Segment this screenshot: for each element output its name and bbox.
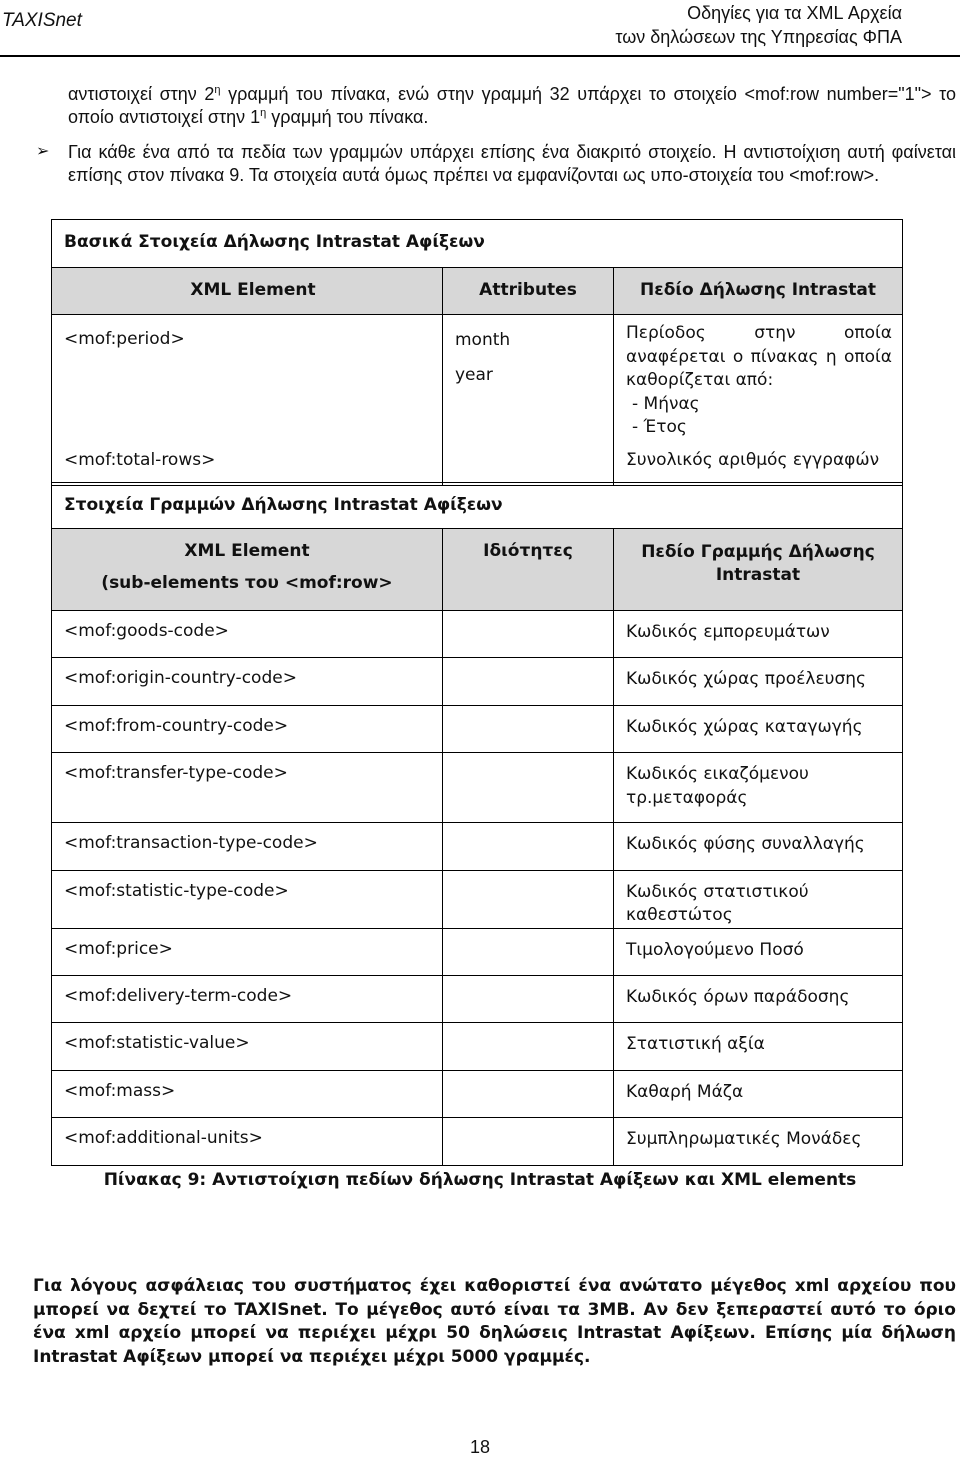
table1-title: Βασικά Στοιχεία Δήλωσης Intrastat Αφίξεων xyxy=(52,220,903,268)
row-element: <mof:transfer-type-code> xyxy=(52,753,443,823)
row-properties xyxy=(443,975,614,1022)
bullet-paragraph: Για κάθε ένα από τα πεδία των γραμμών υπάρχει επίσης ένα διακριτό στοιχείο. Η αντιστοίχιση αυτή φαίνεται επίσης στον πίνακα 9. Τα στοιχεία αυτά όμως πρέπει να εμφανίζονται ως υπο-στοιχεία του <mof:row>. xyxy=(68,142,956,185)
closing-paragraph: Για λόγους ασφάλειας του συστήματος έχει καθοριστεί ένα ανώτατο μέγεθος xml αρχείου που μπορεί να δεχτεί το TAXISnet. Το μέγεθος αυτό είναι τα 3MB. Αν δεν ξεπεραστεί αυτό το όριο ένα xml αρχείο μπορεί να περιέχει μέχρι 50 δηλώσεις Intrastat Αφίξεων. Επίσης μία δήλωση Intrastat Αφίξεων μπορεί να περιέχει μέχρι 5000 γραμμές. xyxy=(33,1276,956,1367)
header-brand: TAXISnet xyxy=(2,10,82,31)
row-properties xyxy=(443,611,614,658)
table2-header-element xyxy=(52,529,443,611)
table1-header-field: Πεδίο Δήλωσης Intrastat xyxy=(614,268,903,315)
table1-row1-desc-year: - Έτος xyxy=(632,417,687,437)
intro-paragraph xyxy=(68,83,956,129)
row-description: Κωδικός στατιστικού καθεστώτος xyxy=(614,870,903,928)
row-properties xyxy=(443,1023,614,1070)
intro-sup-2: η xyxy=(260,107,267,119)
table2-title: Στοιχεία Γραμμών Δήλωσης Intrastat Αφίξεων xyxy=(52,483,903,529)
table2-header-element-line1: XML Element xyxy=(184,541,310,561)
row-element: <mof:statistic-value> xyxy=(52,1023,443,1070)
row-description: Καθαρή Μάζα xyxy=(614,1070,903,1117)
intro-sup-1: η xyxy=(214,84,221,96)
table1-row1-desc-month: - Μήνας xyxy=(632,393,700,414)
page-number: 18 xyxy=(469,1437,491,1457)
table-row xyxy=(52,1070,903,1117)
row-properties xyxy=(443,1070,614,1117)
row-element: <mof:mass> xyxy=(52,1070,443,1117)
row-description: Κωδικός εικαζόμενου τρ.μεταφοράς xyxy=(614,753,903,823)
row-description: Τιμολογούμενο Ποσό xyxy=(614,928,903,975)
table-caption: Πίνακας 9: Αντιστοίχιση πεδίων δήλωσης Intrastat Αφίξεων και XML elements xyxy=(103,1170,857,1190)
row-description: Συμπληρωματικές Μονάδες xyxy=(614,1118,903,1165)
table1-header-element: XML Element xyxy=(52,268,443,315)
row-description: Κωδικός όρων παράδοσης xyxy=(614,975,903,1022)
row-properties xyxy=(443,705,614,752)
row-element: <mof:delivery-term-code> xyxy=(52,975,443,1022)
header-rule xyxy=(0,55,960,57)
table-row xyxy=(52,705,903,752)
row-element: <mof:additional-units> xyxy=(52,1118,443,1165)
table1-row2-desc: Συνολικός αριθμός εγγραφών xyxy=(614,440,903,486)
row-properties xyxy=(443,1118,614,1165)
table1-header-attributes: Attributes xyxy=(443,268,614,315)
table-row xyxy=(52,823,903,870)
intro-text-a: αντιστοιχεί στην 2 xyxy=(68,84,215,104)
row-element: <mof:transaction-type-code> xyxy=(52,823,443,870)
row-description: Κωδικός χώρας προέλευσης xyxy=(614,658,903,705)
table-row xyxy=(52,975,903,1022)
table2-header-field: Πεδίο Γραμμής Δήλωσης Intrastat xyxy=(614,529,903,611)
table1-attr-month: month xyxy=(455,330,511,350)
intro-text-b: γραμμή του πίνακα, ενώ στην γραμμή 32 υπάρχει το στοιχείο <mof:row number="1"> το οποίο αντιστοιχεί στην 1 xyxy=(68,84,956,127)
table-row xyxy=(52,1118,903,1165)
header-title-line2: των δηλώσεων της Υπηρεσίας ΦΠΑ xyxy=(615,27,902,47)
table1-row1-desc xyxy=(614,315,903,440)
table1-row1-element: <mof:period> xyxy=(52,315,443,440)
row-properties xyxy=(443,658,614,705)
table1-row2-attributes xyxy=(443,440,614,486)
row-properties xyxy=(443,928,614,975)
bullet-arrow-icon: ➢ xyxy=(36,141,50,160)
row-element: <mof:goods-code> xyxy=(52,611,443,658)
row-element: <mof:from-country-code> xyxy=(52,705,443,752)
row-properties xyxy=(443,753,614,823)
table2-header-element-line2: (sub-elements του <mof:row> xyxy=(101,573,393,593)
table1-row1-attributes xyxy=(443,315,614,440)
intro-text-c: γραμμή του πίνακα. xyxy=(266,107,429,127)
table2-header-properties: Ιδιότητες xyxy=(443,529,614,611)
table1-row1-desc-text: Περίοδος στην οποία αναφέρεται ο πίνακας η οποία καθορίζεται από: xyxy=(626,323,892,390)
header-title xyxy=(615,1,902,49)
table-row xyxy=(52,753,903,823)
table-row xyxy=(52,1023,903,1070)
table-row xyxy=(52,928,903,975)
table1-row2-element: <mof:total-rows> xyxy=(52,440,443,486)
row-element: <mof:statistic-type-code> xyxy=(52,870,443,928)
row-element: <mof:price> xyxy=(52,928,443,975)
table-basic-elements xyxy=(51,219,903,486)
table-row xyxy=(52,611,903,658)
row-properties xyxy=(443,823,614,870)
row-properties xyxy=(443,870,614,928)
table-row-elements xyxy=(51,482,903,1166)
header-title-line1: Οδηγίες για τα XML Αρχεία xyxy=(687,3,902,23)
table1-attr-year: year xyxy=(455,365,493,385)
row-description: Στατιστική αξία xyxy=(614,1023,903,1070)
row-description: Κωδικός φύσης συναλλαγής xyxy=(614,823,903,870)
row-description: Κωδικός χώρας καταγωγής xyxy=(614,705,903,752)
row-description: Κωδικός εμπορευμάτων xyxy=(614,611,903,658)
table-row xyxy=(52,870,903,928)
table-row xyxy=(52,658,903,705)
row-element: <mof:origin-country-code> xyxy=(52,658,443,705)
table2-body xyxy=(52,611,903,1166)
